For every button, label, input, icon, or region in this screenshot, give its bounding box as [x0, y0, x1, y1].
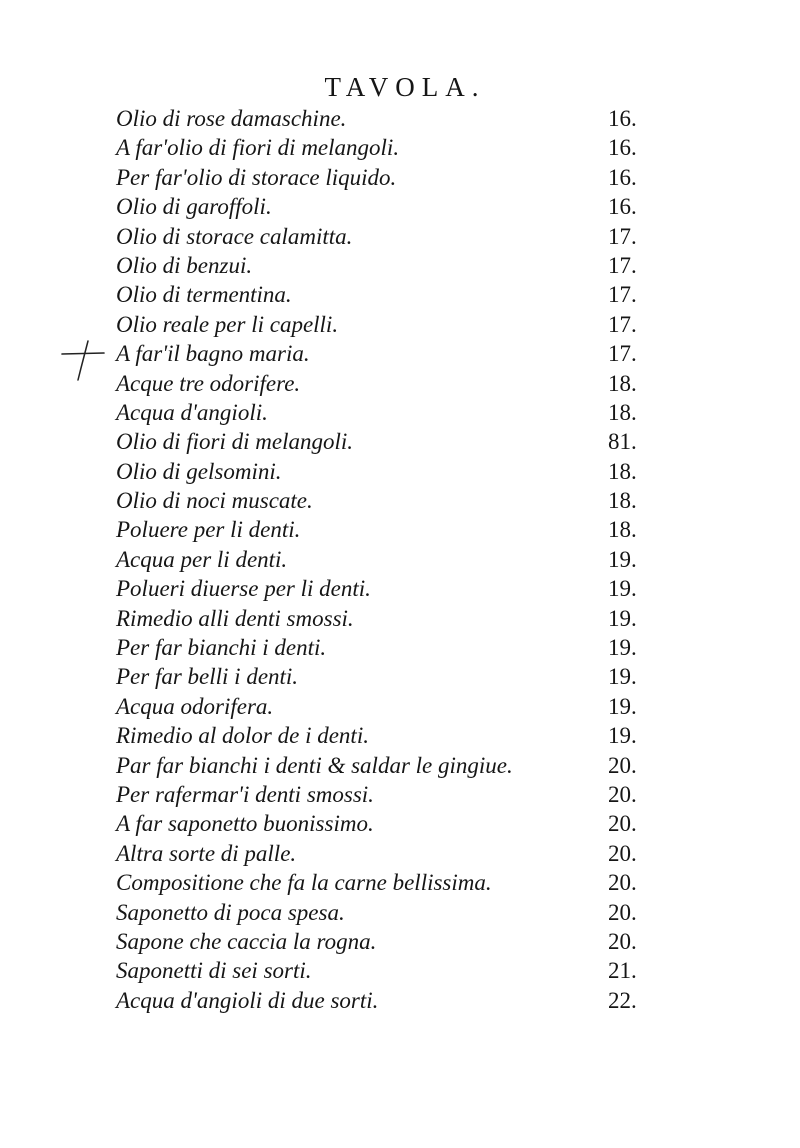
entry-title: Rimedio al dolor de i denti.	[116, 723, 369, 749]
toc-entry	[116, 780, 656, 809]
entry-page-number: 18.	[608, 488, 637, 514]
entry-page-number: 20.	[608, 840, 637, 866]
toc-entry	[116, 898, 656, 927]
entry-page-number: 19.	[608, 635, 637, 661]
entry-page-number: 17.	[608, 311, 637, 337]
toc-entry	[116, 104, 656, 133]
toc-entry	[116, 956, 656, 985]
entry-title: Per rafermar'i denti smossi.	[116, 781, 374, 807]
entry-page-number: 17.	[608, 282, 637, 308]
toc-entry	[116, 721, 656, 750]
toc-entry	[116, 398, 656, 427]
entry-page-number: 17.	[608, 341, 637, 367]
entry-page-number: 16.	[608, 164, 637, 190]
entry-title: Olio di fiori di melangoli.	[116, 429, 354, 455]
toc-entry	[116, 427, 656, 456]
entry-page-number: 21.	[608, 958, 637, 984]
entry-page-number: 19.	[608, 664, 637, 690]
entry-title: Sapone che caccia la rogna.	[116, 928, 377, 954]
toc-entry	[116, 662, 656, 691]
entry-page-number: 20.	[608, 870, 637, 896]
table-of-contents	[116, 104, 656, 1015]
entry-page-number: 17.	[608, 252, 637, 278]
entry-page-number: 19.	[608, 576, 637, 602]
entry-title: Acqua odorifera.	[116, 693, 274, 719]
entry-page-number: 18.	[608, 517, 637, 543]
toc-entry	[116, 310, 656, 339]
entry-page-number: 20.	[608, 928, 637, 954]
entry-title: Acqua d'angioli.	[116, 399, 268, 425]
toc-entry	[116, 868, 656, 897]
entry-title: Olio di garoffoli.	[116, 194, 272, 220]
toc-entry	[116, 986, 656, 1015]
entry-title: Saponetto di poca spesa.	[116, 899, 345, 925]
entry-title: A far'il bagno maria.	[116, 341, 310, 367]
entry-page-number: 17.	[608, 223, 637, 249]
entry-page-number: 18.	[608, 399, 637, 425]
entry-title: Per far'olio di storace liquido.	[116, 164, 397, 190]
entry-title: Per far bianchi i denti.	[116, 635, 327, 661]
entry-title: Compositione che fa la carne bellissima.	[116, 870, 492, 896]
running-title: TAVOLA.	[324, 72, 486, 102]
entry-title: Per far belli i denti.	[116, 664, 299, 690]
entry-title: Altra sorte di palle.	[116, 840, 297, 866]
toc-entry	[116, 633, 656, 662]
entry-title: A far saponetto buonissimo.	[116, 811, 374, 837]
toc-entry	[116, 545, 656, 574]
entry-title: Rimedio alli denti smossi.	[116, 605, 354, 631]
entry-page-number: 16.	[608, 194, 637, 220]
toc-entry	[116, 369, 656, 398]
entry-title: Olio di termentina.	[116, 282, 292, 308]
toc-entry	[116, 604, 656, 633]
toc-entry	[116, 222, 656, 251]
toc-entry	[116, 457, 656, 486]
entry-page-number: 18.	[608, 458, 637, 484]
toc-entry	[116, 574, 656, 603]
entry-page-number: 22.	[608, 987, 637, 1013]
entry-page-number: 19.	[608, 605, 637, 631]
toc-entry	[116, 515, 656, 544]
toc-entry	[116, 251, 656, 280]
entry-title: Saponetti di sei sorti.	[116, 958, 312, 984]
entry-page-number: 20.	[608, 752, 637, 778]
margin-cross-mark-icon	[58, 338, 108, 384]
toc-entry	[116, 692, 656, 721]
entry-title: Acqua d'angioli di due sorti.	[116, 987, 379, 1013]
entry-title: Olio reale per li capelli.	[116, 311, 339, 337]
entry-page-number: 16.	[608, 106, 637, 131]
entry-page-number: 19.	[608, 693, 637, 719]
entry-page-number: 18.	[608, 370, 637, 396]
toc-entry	[116, 486, 656, 515]
entry-page-number: 20.	[608, 811, 637, 837]
entry-title: Olio di noci muscate.	[116, 488, 313, 514]
entry-title: Olio di rose damaschine.	[116, 106, 347, 131]
entry-page-number: 20.	[608, 781, 637, 807]
entry-page-number: 81.	[608, 429, 637, 455]
toc-entry	[116, 163, 656, 192]
toc-entry	[116, 927, 656, 956]
entry-title: Par far bianchi i denti & saldar le gingiue.	[116, 752, 513, 778]
entry-title: Acque tre odorifere.	[116, 370, 301, 396]
entry-title: Olio di storace calamitta.	[116, 223, 353, 249]
entry-page-number: 19.	[608, 723, 637, 749]
entry-page-number: 19.	[608, 546, 637, 572]
entry-page-number: 16.	[608, 135, 637, 161]
toc-entry	[116, 133, 656, 162]
toc-entry	[116, 839, 656, 868]
toc-entry	[116, 192, 656, 221]
entry-title: Acqua per li denti.	[116, 546, 288, 572]
toc-entry	[116, 280, 656, 309]
entry-page-number: 20.	[608, 899, 637, 925]
toc-entry	[116, 809, 656, 838]
entry-title: Polueri diuerse per li denti.	[116, 576, 371, 602]
toc-entry	[116, 339, 656, 368]
entry-title: Olio di benzui.	[116, 252, 253, 278]
toc-entry	[116, 751, 656, 780]
entry-title: Olio di gelsomini.	[116, 458, 282, 484]
entry-title: Poluere per li denti.	[116, 517, 301, 543]
entry-title: A far'olio di fiori di melangoli.	[116, 135, 400, 161]
